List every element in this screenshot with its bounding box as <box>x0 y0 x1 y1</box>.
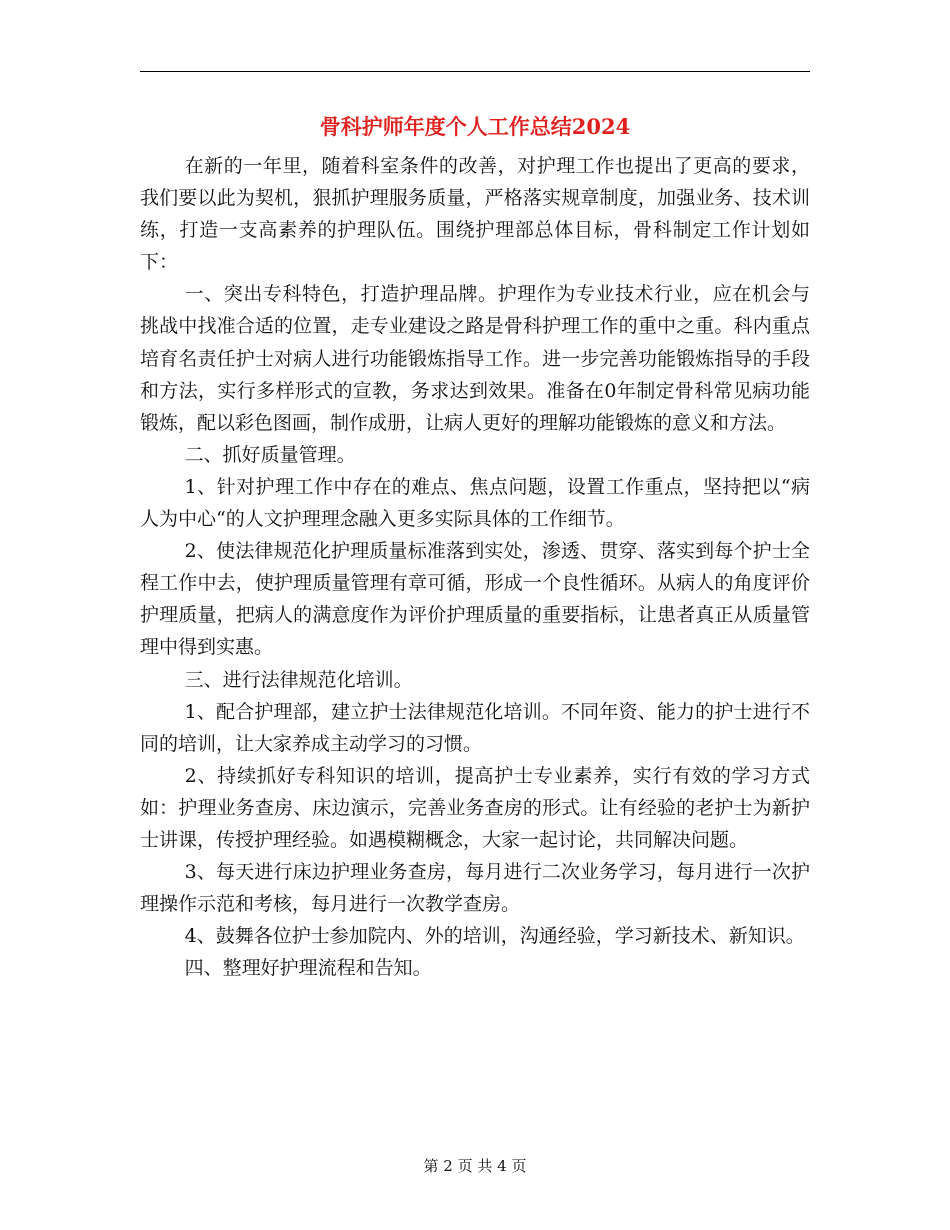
paragraph-section-2-heading: 二、抓好质量管理。 <box>184 443 356 466</box>
paragraph-section-1: 一、突出专科特色，打造护理品牌。护理作为专业技术行业，应在机会与挑战中找准合适的位置，走专业建设之路是骨科护理工作的重中之重。科内重点培育名责任护士对病人进行功能锻炼指导工作。进一步完善功能锻炼指导的手段和方法，实行多样形式的宣教，务求达到效果。准备在0年制定骨科常见病功能锻炼，配以彩色图画，制作成册，让病人更好的理解功能锻炼的意义和方法。 <box>140 283 810 434</box>
paragraph-section-4-heading: 四、整理好护理流程和告知。 <box>184 957 432 980</box>
paragraph-section-3-item-1: 1、配合护理部，建立护士法律规范化培训。不同年资、能力的护士进行不同的培训，让大家养成主动学习的习惯。 <box>140 700 810 755</box>
paragraph-section-3-item-4: 4、鼓舞各位护士参加院内、外的培训，沟通经验，学习新技术、新知识。 <box>184 925 805 948</box>
paragraph-section-3-item-3: 3、每天进行床边护理业务查房，每月进行二次业务学习，每月进行一次护理操作示范和考核，每月进行一次教学查房。 <box>140 861 810 916</box>
document-title: 骨科护师年度个人工作总结2024 <box>319 114 631 139</box>
page-number: 第 2 页 共 4 页 <box>423 1157 527 1175</box>
header-rule <box>140 71 810 72</box>
paragraph-section-2-item-1: 1、针对护理工作中存在的难点、焦点问题，设置工作重点，坚持把以“病人为中心“的人文护理理念融入更多实际具体的工作细节。 <box>140 475 810 531</box>
paragraph-section-2-item-2: 2、使法律规范化护理质量标准落到实处，渗透、贯穿、落实到每个护士全程工作中去，使护理质量管理有章可循，形成一个良性循环。从病人的角度评价护理质量，把病人的满意度作为评价护理质量的重要指标，让患者真正从质量管理中得到实惠。 <box>140 540 810 659</box>
paragraph-section-3-heading: 三、进行法律规范化培训。 <box>184 668 413 691</box>
document-body <box>140 150 810 984</box>
paragraph-section-3-item-2: 2、持续抓好专科知识的培训，提高护士专业素养，实行有效的学习方式如：护理业务查房、床边演示，完善业务查房的形式。让有经验的老护士为新护士讲课，传授护理经验。如遇模糊概念，大家一起讨论，共同解决问题。 <box>140 764 810 851</box>
paragraph-intro: 在新的一年里，随着科室条件的改善，对护理工作也提出了更高的要求，我们要以此为契机，狠抓护理服务质量，严格落实规章制度，加强业务、技术训练，打造一支高素养的护理队伍。围绕护理部总体目标，骨科制定工作计划如下： <box>140 155 810 274</box>
